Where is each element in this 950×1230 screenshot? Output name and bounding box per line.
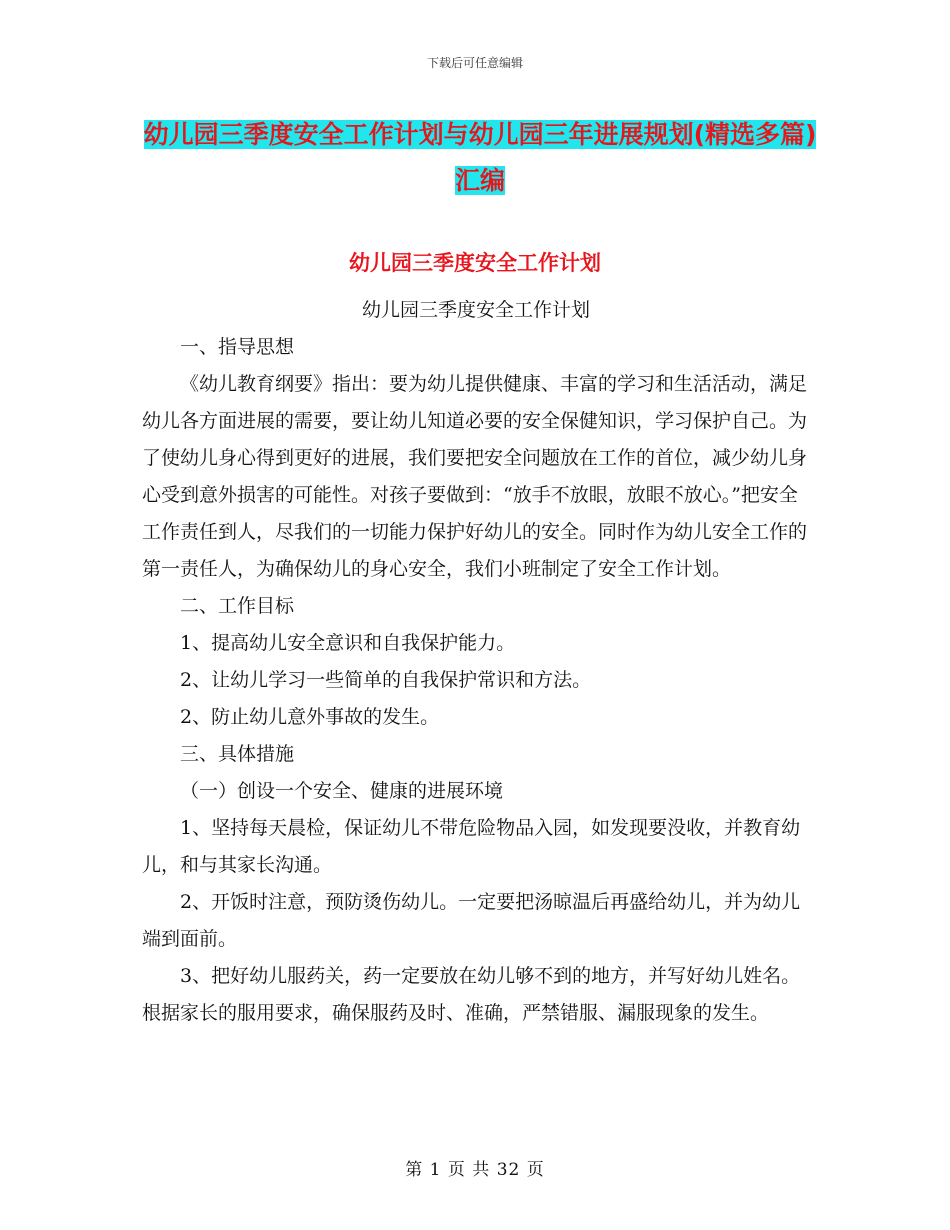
subheading: （一）创设一个安全、健康的进展环境 bbox=[180, 780, 504, 802]
heading-measures: 三、具体措施 bbox=[180, 743, 295, 765]
subtitle: 幼儿园三季度安全工作计划 bbox=[361, 299, 590, 321]
page-number-footer: 第 1 页 共 32 页 bbox=[405, 1160, 545, 1180]
document-body bbox=[142, 292, 810, 1032]
list-item: 2、防止幼儿意外事故的发生。 bbox=[180, 706, 440, 728]
paragraph: 1、坚持每天晨检，保证幼儿不带危险物品入园，如发现要没收，并教育幼儿，和与其家长沟通。 bbox=[142, 817, 801, 876]
heading-work-goals: 二、工作目标 bbox=[180, 595, 295, 617]
paragraph: 3、把好幼儿服药关，药一定要放在幼儿够不到的地方，并写好幼儿姓名。根据家长的服用要求，确保服药及时、准确，严禁错服、漏服现象的发生。 bbox=[142, 965, 801, 1024]
header-note: 下载后可任意编辑 bbox=[426, 56, 523, 70]
paragraph: 2、开饭时注意，预防烫伤幼儿。一定要把汤晾温后再盛给幼儿，并为幼儿端到面前。 bbox=[142, 891, 801, 950]
paragraph: 《幼儿教育纲要》指出：要为幼儿提供健康、丰富的学习和生活活动，满足幼儿各方面进展的需要，要让幼儿知道必要的安全保健知识，学习保护自己。为了使幼儿身心得到更好的进展，我们要把安全问题放在工作的首位，减少幼儿身心受到意外损害的可能性。对孩子要做到：“放手不放眼，放眼不放心。”把安全工作责任到人，尽我们的一切能力保护好幼儿的安全。同时作为幼儿安全工作的第一责任人，为确保幼儿的身心安全，我们小班制定了安全工作计划。 bbox=[142, 373, 808, 580]
list-item: 2、让幼儿学习一些简单的自我保护常识和方法。 bbox=[180, 669, 592, 691]
list-item: 1、提高幼儿安全意识和自我保护能力。 bbox=[180, 632, 516, 654]
heading-guiding-idea: 一、指导思想 bbox=[180, 336, 295, 358]
document-title-text: 幼儿园三季度安全工作计划与幼儿园三年进展规划(精选多篇)汇编 bbox=[143, 120, 817, 195]
section-title: 幼儿园三季度安全工作计划 bbox=[349, 251, 601, 275]
document-title bbox=[140, 112, 820, 204]
